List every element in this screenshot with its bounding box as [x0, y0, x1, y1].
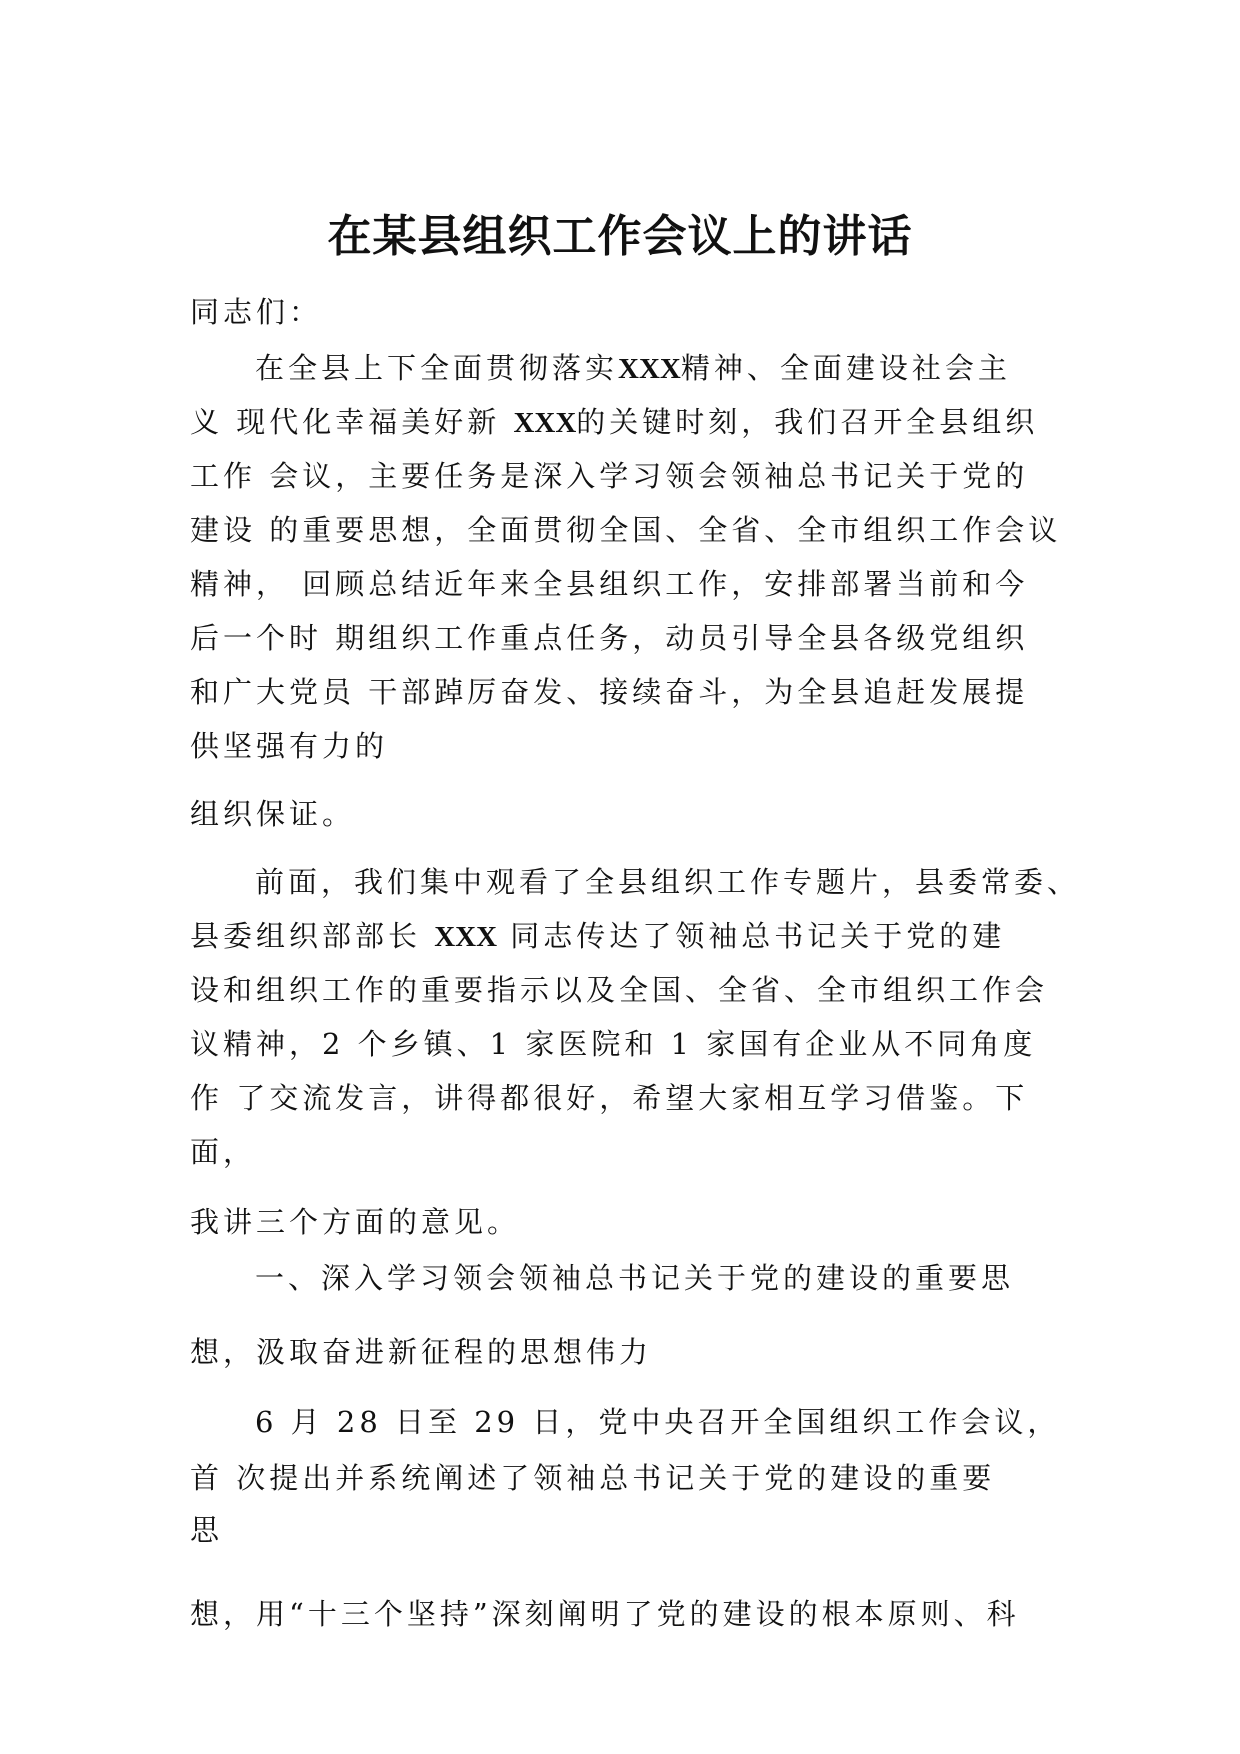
- paragraph-3-line-1: 6 月 28 日至 29 日，党中央召开全国组织工作会议，: [255, 1405, 1061, 1439]
- section-heading-1-line-1: 一、深入学习领会领袖总书记关于党的建设的重要思: [255, 1261, 1015, 1295]
- paragraph-3-line-4: 想，用“十三个坚持”深刻阐明了党的建设的根本原则、科: [190, 1597, 1020, 1631]
- section-heading-1-line-2: 想，汲取奋进新征程的思想伟力: [190, 1335, 653, 1369]
- greeting: 同志们：: [190, 295, 323, 329]
- page-title: 在某县组织工作会议上的讲话: [327, 211, 913, 262]
- text-segment: 精神、全面建设社会主: [680, 351, 1011, 385]
- paragraph-2-line-2: [190, 914, 1005, 955]
- paragraph-2-line-5: 作 了交流发言，讲得都很好，希望大家相互学习借鉴。下: [190, 1081, 1029, 1115]
- text-segment: 县委组织部部长: [190, 919, 422, 953]
- paragraph-2-line-3: 设和组织工作的重要指示以及全国、全省、全市组织工作会: [190, 973, 1049, 1007]
- text-segment: 义 现代化幸福美好新: [190, 405, 501, 439]
- text-segment: 在全县上下全面贯彻落实: [255, 351, 619, 385]
- placeholder-xxx: XXX: [618, 353, 681, 385]
- paragraph-2-line-4: 议精神，2 个乡镇、1 家医院和 1 家国有企业从不同角度: [190, 1027, 1037, 1061]
- paragraph-1-line-5: 精神， 回顾总结近年来全县组织工作，安排部署当前和今: [190, 567, 1029, 601]
- paragraph-3-line-3: 思: [190, 1513, 224, 1547]
- paragraph-1-line-7: 和广大党员 干部踔厉奋发、接续奋斗，为全县追赶发展提: [190, 675, 1029, 709]
- paragraph-1-line-4: 建设 的重要思想，全面贯彻全国、全省、全市组织工作会议: [190, 513, 1062, 547]
- paragraph-2-line-7: 我讲三个方面的意见。: [190, 1205, 521, 1239]
- paragraph-1-line-1: [255, 346, 1011, 387]
- paragraph-2-line-1: 前面，我们集中观看了全县组织工作专题片，县委常委、: [255, 865, 1081, 899]
- paragraph-1-line-8: 供坚强有力的: [190, 729, 389, 763]
- paragraph-1-line-2: [190, 400, 1038, 441]
- text-segment: 同志传达了领袖总书记关于党的建: [510, 919, 1006, 953]
- paragraph-1-line-3: 工作 会议，主要任务是深入学习领会领袖总书记关于党的: [190, 459, 1029, 493]
- placeholder-xxx: XXX: [434, 921, 498, 953]
- paragraph-2-line-6: 面，: [190, 1135, 257, 1169]
- paragraph-1-line-9: 组织保证。: [190, 797, 356, 831]
- placeholder-xxx: XXX: [513, 407, 577, 439]
- text-segment: 的关键时刻，我们召开全县组织: [576, 405, 1039, 439]
- paragraph-1-line-6: 后一个时 期组织工作重点任务，动员引导全县各级党组织: [190, 621, 1029, 655]
- paragraph-3-line-2: 首 次提出并系统阐述了领袖总书记关于党的建设的重要: [190, 1461, 996, 1495]
